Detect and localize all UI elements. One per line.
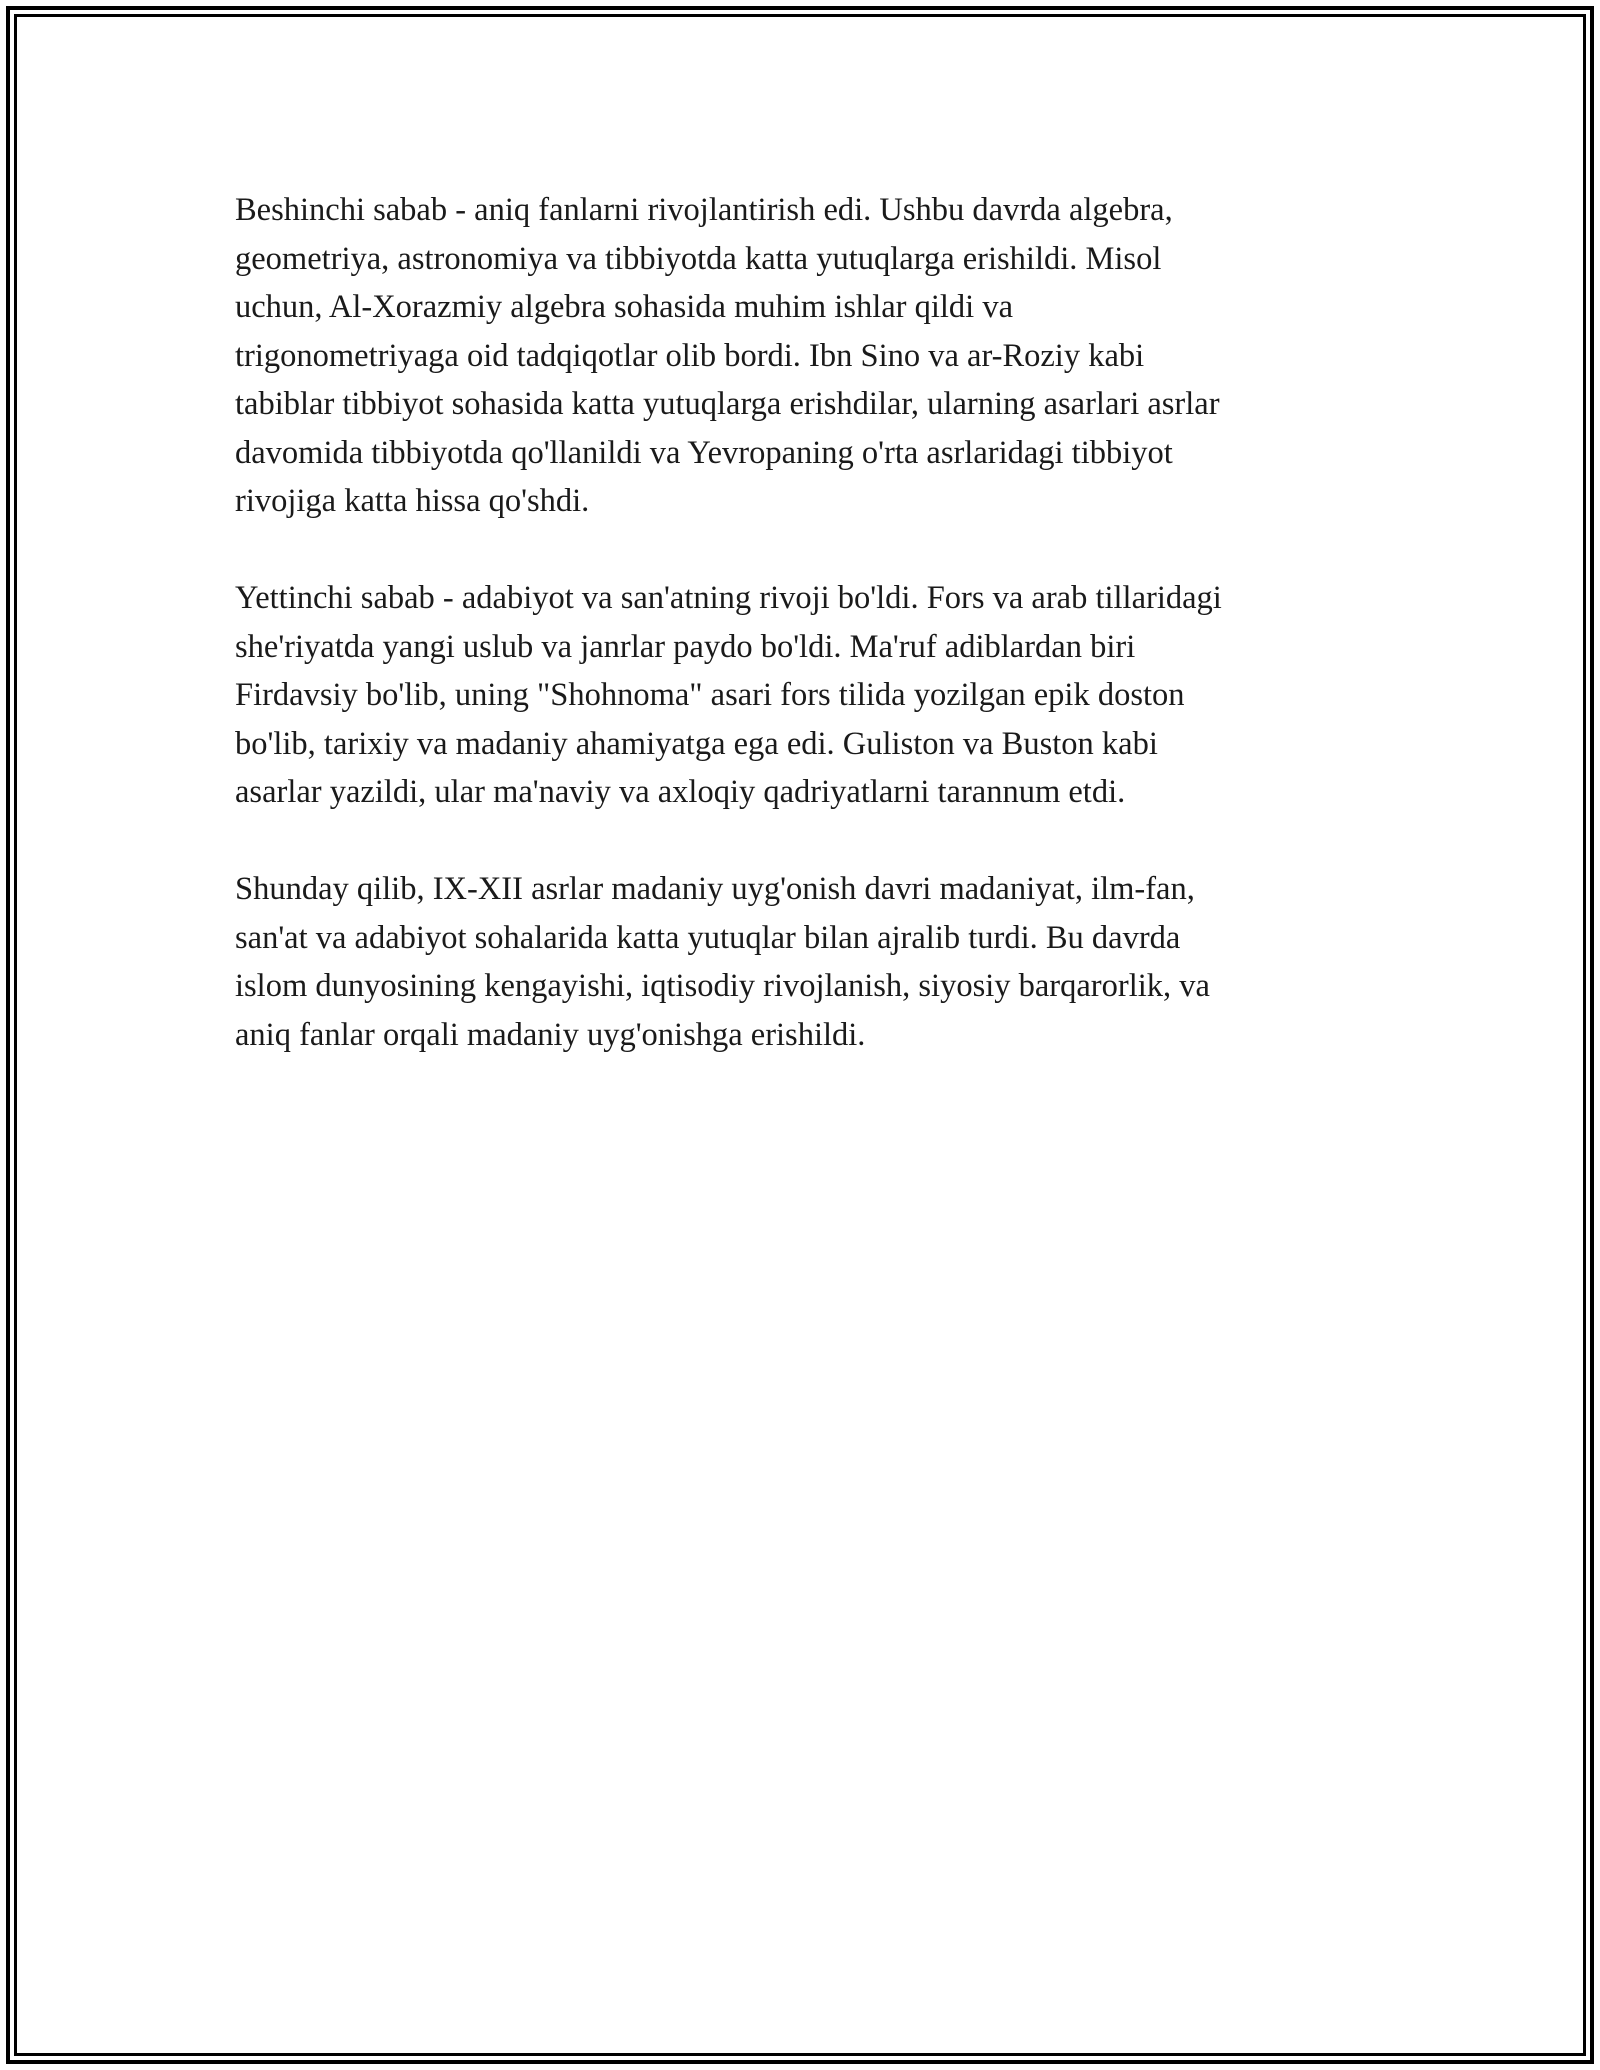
text-line: trigonometriyaga oid tadqiqotlar olib bordi. Ibn Sino va ar-Roziy kabi [235,337,1145,374]
text-line: tabiblar tibbiyot sohasida katta yutuqlarga erishdilar, ularning asarlari asrlar [235,386,1220,422]
text-line: bo'lib, tarixiy va madaniy ahamiyatga ega edi. Guliston va Buston kabi [235,725,1158,762]
text-line: Beshinchi sabab - aniq fanlarni rivojlantirish edi. Ushbu davrda algebra, [235,192,1173,228]
document-body [235,186,1365,1108]
paragraph-seventh-reason [235,574,1365,817]
text-line: rivojiga katta hissa qo'shdi. [235,483,590,519]
text-line: asarlar yazildi, ular ma'naviy va axloqiy qadriyatlarni tarannum etdi. [235,774,1126,810]
text-line: islom dunyosining kengayishi, iqtisodiy rivojlanish, siyosiy barqarorlik, va [235,968,1210,1004]
text-line: Yettinchi sabab - adabiyot va san'atning rivoji bo'ldi. Fors va arab tillaridagi [235,580,1222,616]
text-line: Firdavsiy bo'lib, uning "Shohnoma" asari fors tilida yozilgan epik doston [235,677,1185,713]
text-line: she'riyatda yangi uslub va janrlar paydo bo'ldi. Ma'ruf adiblardan biri [235,628,1136,665]
text-line: aniq fanlar orqali madaniy uyg'onishga erishildi. [235,1016,866,1053]
text-line: geometriya, astronomiya va tibbiyotda katta yutuqlarga erishildi. Misol [235,240,1162,277]
paragraph-fifth-reason [235,186,1365,526]
text-line: Shunday qilib, IX-XII asrlar madaniy uyg'onish davri madaniyat, ilm-fan, [235,871,1195,907]
paragraph-conclusion [235,865,1365,1059]
text-line: davomida tibbiyotda qo'llanildi va Yevropaning o'rta asrlaridagi tibbiyot [235,434,1173,471]
text-line: uchun, Al-Xorazmiy algebra sohasida muhim ishlar qildi va [235,289,1014,325]
text-line: san'at va adabiyot sohalarida katta yutuqlar bilan ajralib turdi. Bu davrda [235,919,1181,956]
